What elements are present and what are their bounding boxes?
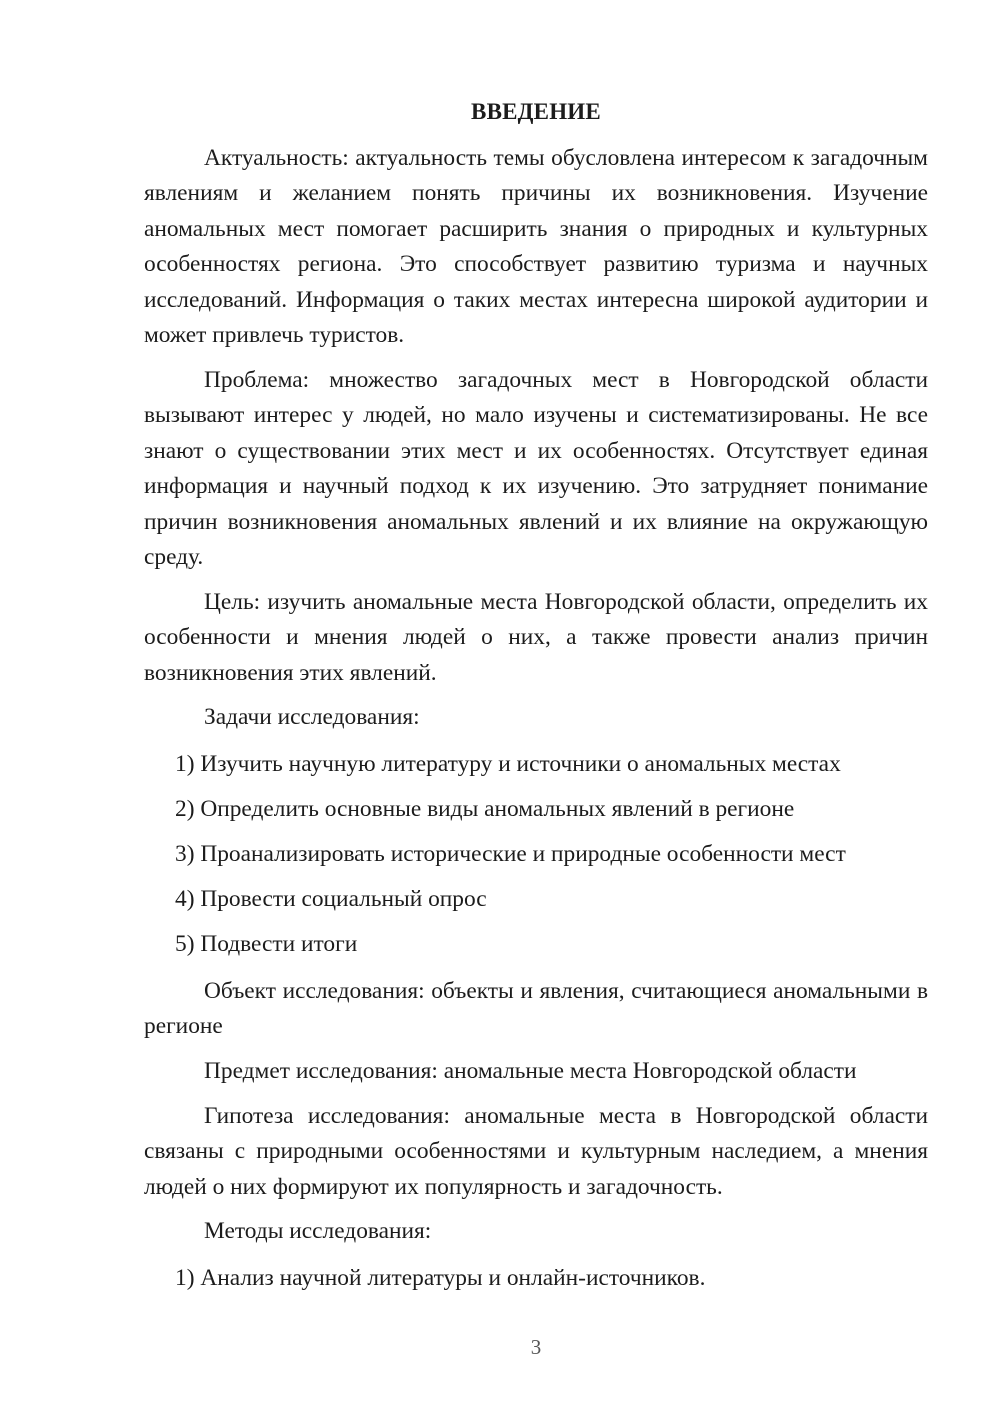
page-number: 3 xyxy=(530,1335,542,1359)
subject-paragraph: Предмет исследования: аномальные места Новгородской области xyxy=(204,1058,857,1084)
task-item-4: 4) Провести социальный опрос xyxy=(175,886,487,912)
methods-heading: Методы исследования: xyxy=(204,1218,432,1244)
tasks-heading: Задачи исследования: xyxy=(204,704,420,730)
method-item-1: 1) Анализ научной литературы и онлайн-источников. xyxy=(175,1265,706,1291)
goal-paragraph: Цель: изучить аномальные места Новгородской области, определить их особенности и мнения людей о них, а также провести анализ причин возникновения этих явлений. xyxy=(144,589,928,686)
task-item-3: 3) Проанализировать исторические и природные особенности мест xyxy=(175,841,846,867)
task-item-1: 1) Изучить научную литературу и источники о аномальных местах xyxy=(175,751,841,777)
problem-paragraph: Проблема: множество загадочных мест в Новгородской области вызывают интерес у людей, но мало изучены и систематизированы. Не все знают о существовании этих мест и их особенностях. Отсутствует единая информация и научный подход к их изучению. Это затрудняет понимание причин возникновения аномальных явлений и их влияние на окружающую среду. xyxy=(144,367,928,571)
relevance-paragraph: Актуальность: актуальность темы обусловлена интересом к загадочным явлениям и желанием понять причины их возникновения. Изучение аномальных мест помогает расширить знания о природных и культурных особенностях региона. Это способствует развитию туризма и научных исследований. Информация о таких местах интересна широкой аудитории и может привлечь туристов. xyxy=(144,145,928,349)
hypothesis-paragraph: Гипотеза исследования: аномальные места в Новгородской области связаны с природными особенностями и культурным наследием, а мнения людей о них формируют их популярность и загадочность. xyxy=(144,1103,928,1200)
page-title: ВВЕДЕНИЕ xyxy=(471,99,601,124)
task-item-2: 2) Определить основные виды аномальных явлений в регионе xyxy=(175,796,795,822)
task-item-5: 5) Подвести итоги xyxy=(175,931,358,957)
object-paragraph: Объект исследования: объекты и явления, считающиеся аномальными в регионе xyxy=(144,978,928,1040)
